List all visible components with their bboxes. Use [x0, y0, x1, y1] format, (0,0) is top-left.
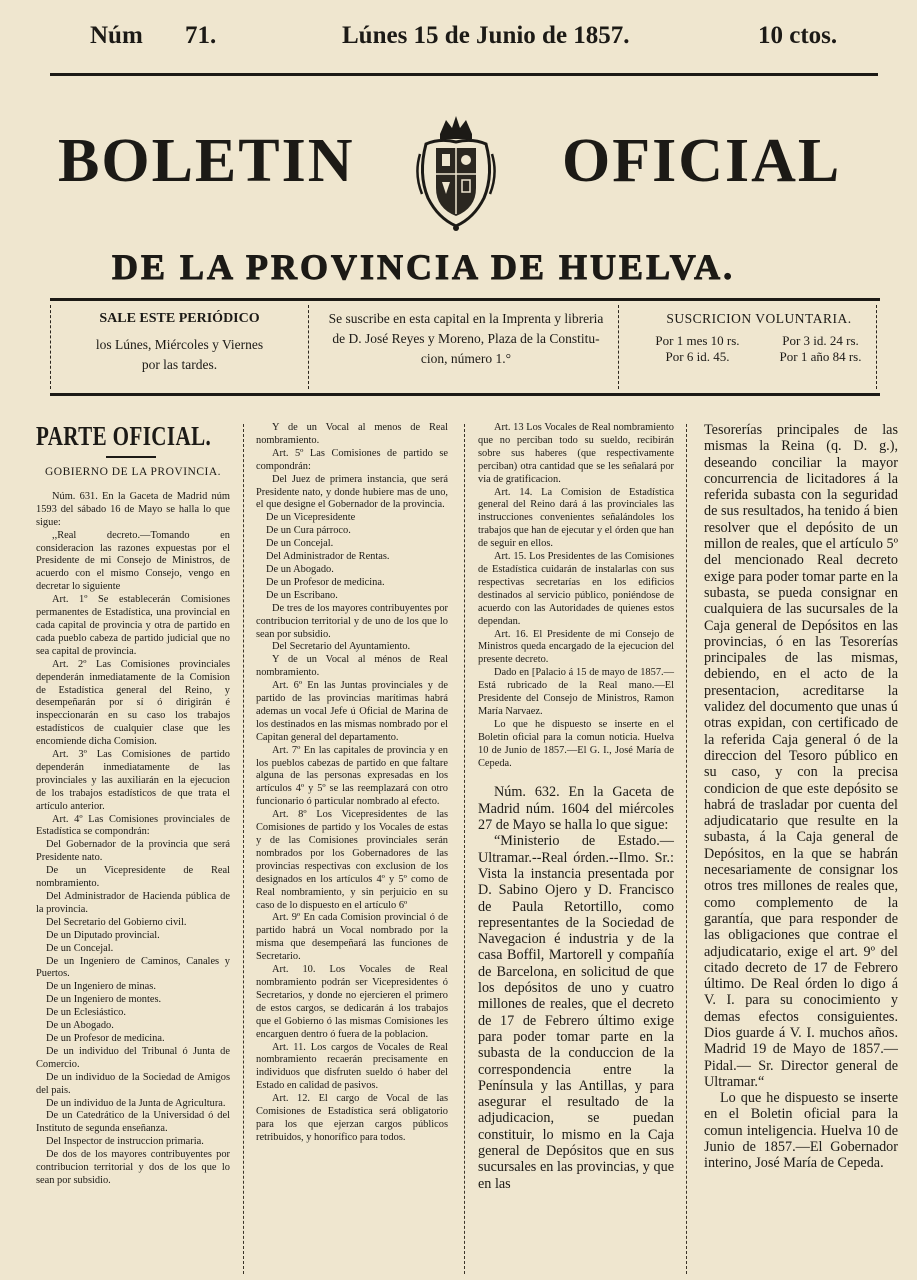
section-heading: PARTE OFICIAL.	[36, 421, 212, 451]
paragraph: Lo que he dispuesto se inserte en el Boletin oficial para la comun noticia. Huelva 10 de Junio de 1857.—El G. I., José María de Cepeda.	[478, 718, 674, 769]
subscription-rates	[640, 309, 878, 365]
list-item: De un Escribano.	[266, 589, 338, 601]
list-item: Del Administrador de Rentas.	[266, 551, 390, 563]
list-item: De un Abogado.	[46, 1020, 114, 1032]
list-item: De un Ingeniero de montes.	[46, 994, 162, 1006]
subscription-address	[316, 309, 616, 369]
subscription-line: de D. José Reyes y Moreno, Plaza de la Constitu-	[332, 331, 600, 346]
column-divider	[464, 424, 466, 1274]
issue-date: Lúnes 15 de Junio de 1857.	[342, 22, 630, 49]
paragraph: Art. 2º Las Comisiones provinciales dependerán inmediatamente de la Comision de Estadística general del Reino, y desempeñarán por sí ó dirigirán é inspeccionarán en su caso los trabajos estadísticos de cualquier clase que les encomiende dicha Comision.	[36, 658, 230, 748]
section-subheading: GOBIERNO DE LA PROVINCIA.	[44, 466, 222, 478]
list-item: De un individuo de la Junta de Agricultura.	[46, 1097, 226, 1109]
list-item: De dos de los mayores contribuyentes por contribucion territorial y dos de los que lo sean por subsidio.	[36, 1149, 230, 1186]
list-item: Del Administrador de Hacienda pública de la provincia.	[36, 891, 230, 915]
paragraph: ,,Real decreto.—Tomando en consideracion las razones expuestas por el Presidente de mi Consejo de Ministros, de acuerdo con el mismo Consejo, vengo en decretar lo siguiente	[36, 529, 230, 593]
issue-price: 10 ctos.	[758, 22, 838, 49]
article-632	[478, 784, 674, 1191]
paragraph: Art. 7º En las capitales de provincia y en los pueblos cabezas de partido en que faltare alguna de las personas expresadas en los artículos 4º y 5º se las reemplazará con otro funcionario ó particular nombrado al efecto.	[256, 744, 448, 808]
list-item: De un Profesor de medicina.	[266, 576, 385, 588]
masthead-topline	[90, 22, 850, 52]
list-item: De un individuo de la Sociedad de Amigos del pais.	[36, 1071, 230, 1096]
info-divider	[308, 305, 310, 389]
column-divider	[243, 424, 245, 1274]
paragraph: Y de un Vocal al ménos de Real nombramiento.	[256, 654, 448, 679]
list-item: De un individuo del Tribunal ó Junta de Comercio.	[36, 1045, 230, 1070]
paragraph: Art. 9º En cada Comision provincial ó de partido habrá un Vocal nombrado por la misma que desempeñará las funciones de Secretario.	[256, 912, 448, 963]
list-item: Del Secretario del Gobierno civil.	[46, 916, 187, 928]
paragraph: Del Juez de primera instancia, que será Presidente nato, y donde hubiere mas de uno, el que designe el Gobernador de la provincia.	[256, 473, 448, 511]
paragraph: Art. 3º Las Comisiones de partido dependerán inmediatamente de las provinciales y las auxiliarán en la ejecucion de los trabajos estadísticos de que trata el artículo anterior.	[36, 749, 230, 812]
list-item: Del Gobernador de la provincia que será Presidente nato.	[36, 839, 230, 864]
paragraph: Lo que he dispuesto se inserte en el Boletin oficial para la comun inteligencia. Huelva 10 de Junio de 1857.—El Gobernador interino, José María de Cepeda.	[704, 1090, 898, 1172]
title-left: BOLETIN	[58, 127, 355, 195]
rate-item: Por 1 mes 10 rs.	[655, 333, 740, 348]
publication-info-box	[50, 298, 880, 396]
masthead-rule	[50, 73, 878, 76]
paragraph: Y de un Vocal al menos de Real nombramiento.	[256, 422, 448, 446]
schedule-days: los Lúnes, Miércoles y Viernes	[95, 337, 264, 352]
info-divider	[618, 305, 620, 389]
subscription-line: cion, número 1.°	[420, 351, 512, 366]
rate-item: Por 6 id. 45.	[665, 349, 730, 364]
paragraph: Art. 4º Las Comisiones provinciales de Estadística se compondrán:	[36, 813, 230, 838]
article-column-4	[704, 422, 898, 1172]
paragraph: Dado en [Palacio á 15 de mayo de 1857.—Está rubricado de la Real mano.—El Presidente del Consejo de Ministros, Ramon María Narvaez.	[478, 667, 674, 717]
paragraph: Art. 5º Las Comisiones de partido se compondrán:	[256, 447, 448, 472]
paragraph: Art. 15. Los Presidentes de las Comisiones de Estadística cuidarán de instalarlas con sus respectivas secretarías en los edificios destinados al servicio público, poniéndose de acuerdo con las Autoridades de quienes estos dependan.	[478, 551, 674, 627]
paragraph: Art. 11. Los cargos de Vocales de Real nombramiento recaerán precisamente en individuos que disfruten sueldo ó haber del Estado en calidad de pasivos.	[256, 1041, 448, 1092]
paragraph: Art. 6º En las Juntas provinciales y de partido de las provincias marítimas habrá ademas un vocal Jefe ú Oficial de Marina de los destinados en las mismas nombrado por el Capitan general del departamento.	[256, 680, 448, 743]
ornament-divider	[106, 456, 156, 458]
paragraph: De tres de los mayores contribuyentes por contribucion territorial y de uno de los que lo sean por subsidio.	[256, 602, 448, 640]
subtitle: DE LA PROVINCIA DE HUELVA.	[112, 247, 736, 287]
paragraph: “Ministerio de Estado.— Ultramar.--Real órden.--Ilmo. Sr.: Vista la instancia presentada por D. Sabino Ojero y D. Francisco de Paula Retortillo, como representantes de la Sociedad de Navegacion é industria y de la casa Boffil, Martorell y compañía de Barcelona, en solicitud de que los depósitos de uno y cuatro millones de reales, que el decreto de 17 de Febrero último exige para poder tomar parte en la subasta de la conduccion de la correspondencia entre la Península y las Antillas, y para asegurar el resultado de la adjudicacion, se puedan constituir, lo mismo en la Caja general de Depósitos que en sus sucursales en las provincias, y que en las	[478, 833, 674, 1192]
paragraph: Tesorerías principales de las mismas la Reina (q. D. g.), deseando conciliar la mayor concurrencia de licitadores á la referida subasta con la seguridad de sus resultados, ha tenido á bien resolver que el depósito de un millon de reales, que el artículo 5º del mencionado Real decreto exige para poder tomar parte en la subasta, se pueda consignar en cualquiera de las sucursales de la Caja general de Depósitos en las provincias, ó en las Tesorerías principales de las mismas, debiendo, en el acto de la presentacion, acreditarse la validez del documento que unas ú otras expidan, con certificado de la referida Caja general ó de la direccion del Tesoro público en su caso, y con la precisa condicion de que este depósito se habrá de trasladar por cuenta del adjudicatario que resulte en la subasta, á la Caja general de Depósitos, en la que se habrán necesariamente de consignar los otros tres millones de reales que, como complemento de la garantía, que para responder de las obligaciones que contrae el adjudicatario, exige el art. 9º del citado decreto de 17 de Febrero último. De Real órden lo digo á V. I. para su conocimiento y demas efectos consiguientes. Dios guarde á V. I. muchos años. Madrid 19 de Mayo de 1857.—Pidal.— Sr. Director general de Ultramar.“	[704, 422, 898, 1090]
list-item: De un Diputado provincial.	[46, 929, 160, 941]
rates-heading: SUSCRICION VOLUNTARIA.	[666, 311, 852, 326]
list-item: De un Abogado.	[266, 563, 334, 575]
list-item: De un Concejal.	[46, 942, 114, 954]
article-column-3	[478, 422, 674, 1192]
article-column-2	[256, 422, 448, 1145]
list-item: De un Cura párroco.	[266, 525, 351, 537]
list-item: De un Eclesiástico.	[46, 1007, 126, 1019]
issue-number: 71.	[185, 22, 217, 49]
list-item: De un Catedrático de la Universidad ó del Instituto de segunda enseñanza.	[36, 1110, 230, 1135]
schedule-heading: SALE ESTE PERIÓDICO	[99, 311, 260, 326]
list-item: De un Profesor de medicina.	[46, 1032, 165, 1044]
paragraph: Art. 8º Los Vicepresidentes de las Comisiones de partido y los Vocales de estas y de las Comisiones provinciales serán nombrados por los Gobernadores de las provincias respectivas con exclusion de los designados en los artículos 4º y 5º como de Real nombramiento, y sin perjuicio en su caso de lo dispuesto en el artículo 6º	[256, 809, 448, 911]
schedule-info	[52, 309, 307, 375]
list-item: De un Concejal.	[266, 538, 334, 550]
paragraph: Art. 13 Los Vocales de Real nombramiento que no perciban todo su sueldo, recibirán sobre sus haberes (que respectivamente perciban) otra cantidad que se les señalará por via de gratificacion.	[478, 422, 674, 485]
rate-item: Por 3 id. 24 rs.	[782, 333, 859, 348]
member-list	[256, 512, 448, 602]
paragraph: Art. 14. La Comision de Estadística general del Reino dará á las provinciales las instrucciones convenientes señalándoles los trabajos que han de ejecutar y el órden que han de seguir en ellos.	[478, 486, 674, 550]
paragraph: Núm. 631. En la Gaceta de Madrid núm 1593 del sábado 16 de Mayo se halla lo que sigue:	[36, 490, 230, 528]
list-item: De un Ingeniero de minas.	[46, 981, 156, 993]
coat-of-arms-icon	[414, 114, 498, 232]
paragraph: Art. 16. El Presidente de mi Consejo de Ministros queda encargado de la ejecucion del presente decreto.	[478, 628, 674, 666]
member-list	[36, 839, 230, 1187]
article-column-1	[36, 422, 230, 1188]
paragraph: Art. 1º Se establecerán Comisiones permanentes de Estadística, una provincial en cada capital de provincia y otra de partido en cada pueblo cabeza de partido judicial que no sea capital de provincia.	[36, 594, 230, 657]
paragraph: Núm. 632. En la Gaceta de Madrid núm. 1604 del miércoles 27 de Mayo se halla lo que sigue:	[478, 784, 674, 834]
paragraph: Art. 10. Los Vocales de Real nombramiento podrán ser Vicepresidentes ó Secretarios, y donde no ejercieren el primero de estos cargos, se dedicarán á los trabajos que el Gobierno ó las mismas Comisiones les encarguen dentro ó fuera de la poblacion.	[256, 964, 448, 1040]
rate-item: Por 1 año 84 rs.	[779, 349, 862, 364]
column-divider	[686, 424, 688, 1274]
list-item: Del Inspector de instruccion primaria.	[46, 1136, 204, 1148]
paragraph: Del Secretario del Ayuntamiento.	[272, 641, 411, 653]
list-item: De un Vicepresidente de Real nombramiento.	[36, 865, 230, 890]
issue-number-label: Núm	[90, 22, 143, 49]
list-item: De un Ingeniero de Caminos, Canales y Puertos.	[36, 955, 230, 980]
schedule-time: por las tardes.	[141, 357, 218, 372]
paragraph: Art. 12. El cargo de Vocal de las Comisiones de Estadística será obligatorio para los que ejerzan cargos públicos retribuidos, y honorífico para todos.	[256, 1093, 448, 1143]
subscription-line: Se suscribe en esta capital en la Imprenta y libreria	[328, 311, 604, 326]
list-item: De un Vicepresidente	[266, 512, 356, 524]
title-right: OFICIAL	[562, 127, 842, 195]
